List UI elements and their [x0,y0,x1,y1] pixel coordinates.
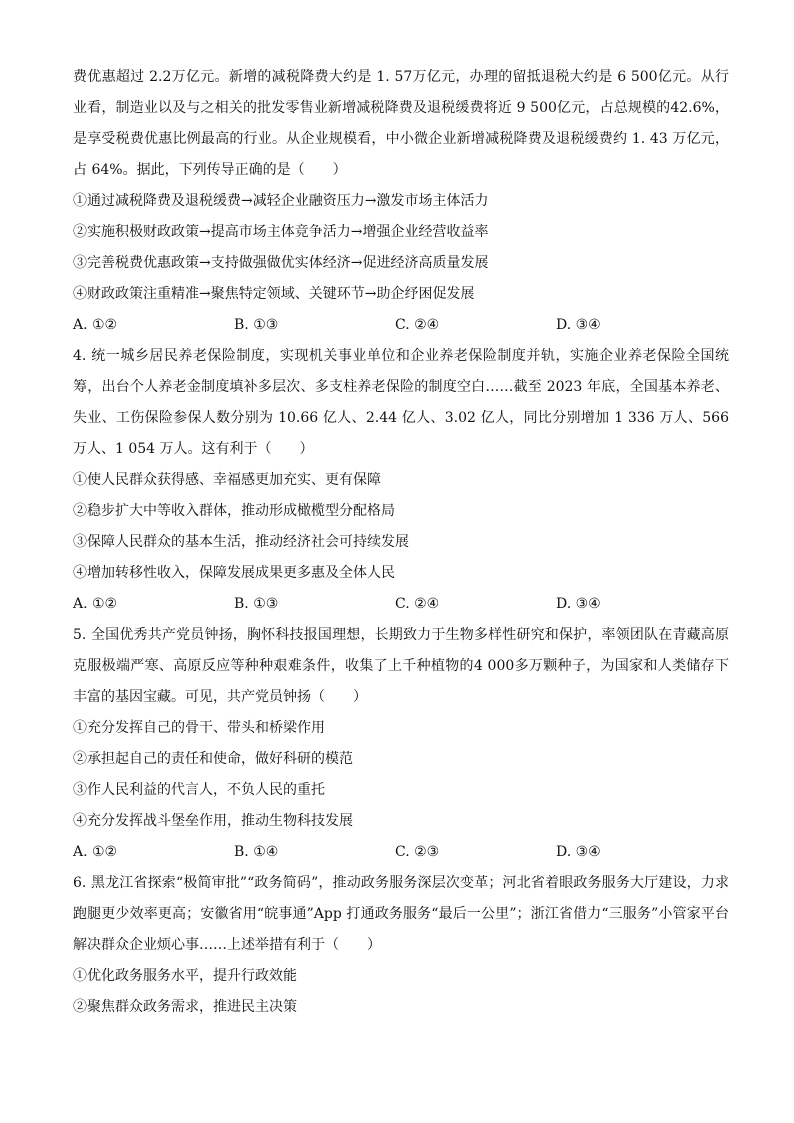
q3-choices [73,310,729,341]
q5-statement-4: ④充分发挥战斗堡垒作用，推动生物科技发展 [73,813,353,829]
q6-statement-2: ②聚焦群众政务需求，推进民主决策 [73,999,297,1015]
q3-statement-3: ③完善税费优惠政策→支持做强做优实体经济→促进经济高质量发展 [73,255,489,271]
q4-choice-d: D. ③④ [556,596,601,612]
q4-statement-2: ②稳步扩大中等收入群体，推动形成橄榄型分配格局 [73,503,395,519]
q3-choice-c: C. ②④ [395,317,440,333]
q4-statement-3: ③保障人民群众的基本生活，推动经济社会可持续发展 [73,534,409,550]
q3-choice-d: D. ③④ [556,317,601,333]
q5-statement-2: ②承担起自己的责任和使命，做好科研的模范 [73,751,353,767]
exam-page [73,62,729,1023]
q3-choice-b: B. ①③ [234,317,279,333]
q5-statement-3: ③作人民利益的代言人，不负人民的重托 [73,782,325,798]
q4-choice-b: B. ①③ [234,596,279,612]
q3-statement-4: ④财政政策注重精准→聚焦特定领域、关键环节→助企纾困促发展 [73,286,475,302]
q5-choice-a: A. ①② [73,844,118,860]
q3-statement-1: ①通过减税降费及退税缓费→减轻企业融资压力→激发市场主体活力 [73,193,489,209]
q5-choice-b: B. ①④ [234,844,279,860]
q5-statement-1: ①充分发挥自己的骨干、带头和桥梁作用 [73,720,325,736]
q3-choice-a: A. ①② [73,317,118,333]
q4-choice-c: C. ②④ [395,596,440,612]
q6-stem: 6. 黑龙江省探索“极简审批”“政务简码”，推动政务服务深层次变革；河北省着眼政务服务大厅建设，力求跑腿更少效率更高；安徽省用“皖事通”App 打通政务服务“最后一公里”；浙江省借力“三服务”小管家平台解决群众企业烦心事……上述举措有利于（ ） [73,875,729,953]
q6-statement-1: ①优化政务服务水平，提升行政效能 [73,968,297,984]
q4-statement-4: ④增加转移性收入，保障发展成果更多惠及全体人民 [73,565,395,581]
q5-stem: 5. 全国优秀共产党员钟扬，胸怀科技报国理想，长期致力于生物多样性研究和保护，率领团队在青藏高原克服极端严寒、高原反应等种种艰难条件，收集了上千种植物的4 000多万颗种子，为国家和人类储存下丰富的基因宝藏。可见，共产党员钟扬（ ） [73,627,729,705]
q3-stem: 费优惠超过 2.2万亿元。新增的减税降费大约是 1. 57万亿元，办理的留抵退税大约是 6 500亿元。从行业看，制造业以及与之相关的批发零售业新增减税降费及退税缓费将近 9 500亿元，占总规模的42.6%，是享受税费优惠比例最高的行业。从企业规模看，中小微企业新增减税降费及退税缓费约 1. 43 万亿元，占 64%。据此，下列传导正确的是（ ） [73,69,729,178]
q4-choice-a: A. ①② [73,596,118,612]
q5-choice-d: D. ③④ [556,844,601,860]
q3-statement-2: ②实施积极财政政策→提高市场主体竞争活力→增强企业经营收益率 [73,224,489,240]
q4-statement-1: ①使人民群众获得感、幸福感更加充实、更有保障 [73,472,381,488]
q4-choices [73,589,729,620]
q5-choice-c: C. ②③ [395,844,440,860]
q4-stem: 4. 统一城乡居民养老保险制度，实现机关事业单位和企业养老保险制度并轨，实施企业养老保险全国统筹，出台个人养老金制度填补多层次、多支柱养老保险的制度空白……截至 2023 年底，全国基本养老、失业、工伤保险参保人数分别为 10.66 亿人、2.44 亿人、3.02 亿人，同比分别增加 1 336 万人、566 万人、1 054 万人。这有利于（ ） [73,348,729,457]
q5-choices [73,837,729,868]
